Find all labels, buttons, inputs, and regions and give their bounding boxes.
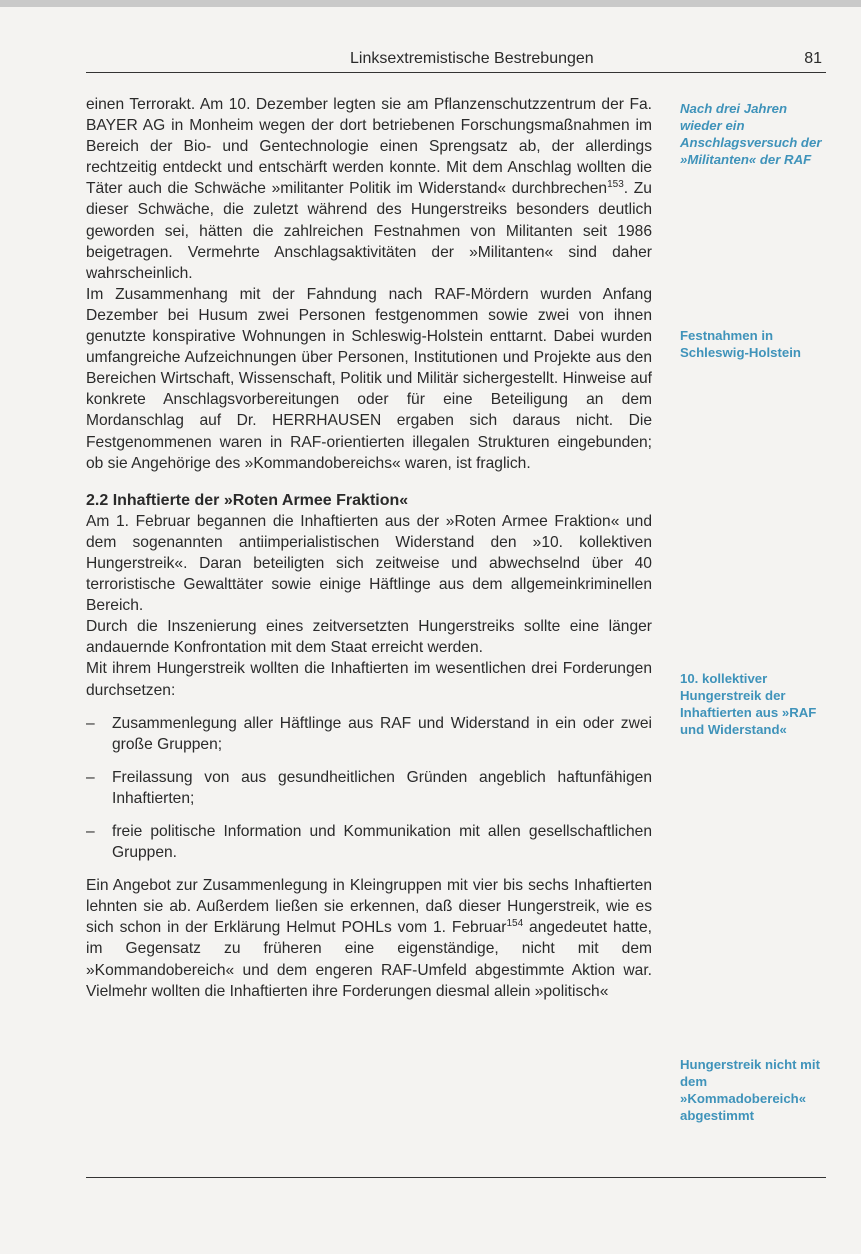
list-item-text: Freilassung von aus gesundheitlichen Gründen angeblich haftunfähigen Inhaftierten; (112, 768, 652, 807)
running-title: Linksextremistische Bestrebungen (350, 50, 594, 67)
list-item (86, 767, 652, 809)
list-item-text: Zusammenlegung aller Häftlinge aus RAF und Widerstand in ein oder zwei große Gruppen; (112, 714, 652, 753)
paragraph-1 (86, 94, 652, 284)
footnote-ref-154: 154 (506, 918, 524, 930)
paragraph-6 (86, 875, 652, 1002)
paragraph-2: Im Zusammenhang mit der Fahndung nach RAF-Mördern wurden Anfang Dezember bei Husum zwei Personen festgenommen sowie zwei von ihnen genutzte konspirative Wohnungen in Schleswig-Holstein enttarnt. Dabei wurden umfangreiche Aufzeichnungen über Personen, Institutionen und Projekte aus den Bereichen Wirtschaft, Wissenschaft, Politik und Militär sichergestellt. Hinweise auf konkrete Anschlagsvorbereitungen oder für eine Beteiligung an dem Mordanschlag auf Dr. HERRHAUSEN ergaben sich daraus nicht. Die Festgenommenen waren in RAF-orientierten illegalen Strukturen eingebunden; ob sie Angehörige des »Kommandobereichs« waren, ist fraglich. (86, 285, 652, 472)
demands-list (86, 713, 652, 864)
footer-rule (86, 1177, 826, 1178)
margin-note-hungerstreik: 10. kollektiver Hungerstreik der Inhaftierten aus »RAF und Widerstand« (680, 671, 817, 737)
list-item-text: freie politische Information und Kommunikation mit allen gesellschaftlichen Gruppen. (112, 823, 652, 862)
main-text-column (86, 94, 652, 1002)
running-header (86, 48, 826, 73)
list-dash: – (86, 823, 95, 840)
paragraph-1-text-a: einen Terrorakt. Am 10. Dezember legten sie am Pflanzenschutzzentrum der Fa. BAYER AG in Monheim wegen der dort betriebenen Forschungsmaßnahmen im Bereich der Bio- und Gentechnologie einen Sprengsatz ab, der allerdings rechtzeitig entdeckt und entschärft werden konnte. Mit dem Anschlag wollten die Täter auch die Schwäche »militanter Politik im Widerstand« durchbrechen (86, 96, 652, 198)
margin-note-anschlagsversuch: Nach drei Jahren wieder ein Anschlagsversuch der »Militanten« der RAF (680, 101, 822, 167)
margin-note-kommandobereich: Hungerstreik nicht mit dem »Kommadobereich« abgestimmt (680, 1057, 820, 1123)
page-number: 81 (804, 50, 822, 67)
list-item (86, 713, 652, 755)
paragraph-5: Mit ihrem Hungerstreik wollten die Inhaftierten im wesentlichen drei Forderungen durchsetzen: (86, 660, 652, 699)
paragraph-3: Am 1. Februar begannen die Inhaftierten aus der »Roten Armee Fraktion« und dem sogenannten antiimperialistischen Widerstand den »10. kollektiven Hungerstreik«. Daran beteiligten sich zeitweise und abwechselnd über 40 terroristische Gewalttäter sowie einige Häftlinge aus dem allgemeinkriminellen Bereich. (86, 512, 652, 615)
paragraph-6-text-a: Ein Angebot zur Zusammenlegung in Kleingruppen mit vier bis sechs Inhaftierten lehnten sie ab. Außerdem ließen sie erkennen, daß dieser Hungerstreik, wie es sich schon in der Erklärung Helmut POHLs vom 1. Februar (86, 877, 652, 937)
margin-note-festnahmen: Festnahmen in Schleswig-Holstein (680, 328, 801, 360)
paragraph-1-text-b: . Zu dieser Schwäche, die zuletzt während des Hungerstreiks besonders deutlich geworden sei, hätten die zahlreichen Festnahmen von Militanten seit 1986 beigetragen. Vermehrte Anschlagsaktivitäten der »Militanten« sind daher wahrscheinlich. (86, 180, 652, 282)
list-item (86, 821, 652, 863)
list-dash: – (86, 768, 95, 786)
paragraph-4: Durch die Inszenierung eines zeitversetzten Hungerstreiks sollte eine länger andauernde Konfrontation mit dem Staat erreicht werden. (86, 618, 652, 657)
top-edge-shade (0, 0, 861, 7)
paragraph-6-text-b: angedeutet hatte, im Gegensatz zu früheren eine eigenständige, nicht mit dem »Kommandobereich« und dem engeren RAF-Umfeld abgestimmte Aktion war. Vielmehr wollten die Inhaftierten ihre Forderungen diesmal allein »politisch« (86, 919, 652, 1000)
footnote-ref-153: 153 (607, 179, 624, 191)
section-heading: 2.2 Inhaftierte der »Roten Armee Fraktion« (86, 491, 409, 509)
list-dash: – (86, 714, 95, 732)
